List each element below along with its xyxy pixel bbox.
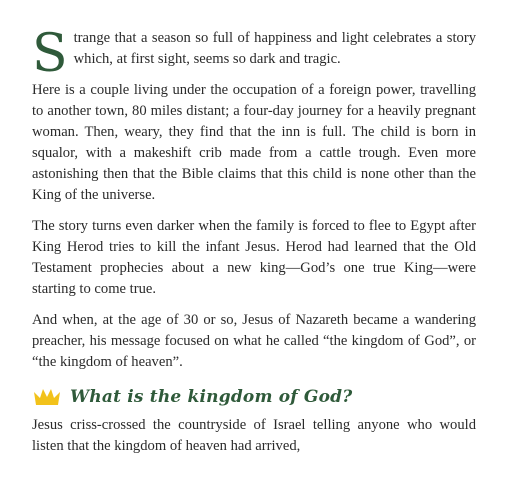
intro-paragraph [32,24,476,84]
body-paragraph-1: Here is a couple living under the occupation of a foreign power, travelling to another town, 80 miles distant; a four-day journey for a heavily pregnant woman. Then, weary, they find that the inn is full. The child is born in squalor, with a makeshift crib made from a cattle trough. Even more astonishing then that the Bible claims that this child is none other than the King of the universe. [32,82,476,203]
body-paragraph-3: And when, at the age of 30 or so, Jesus of Nazareth became a wandering preacher, his message focused on what he called “the kingdom of God”, or “the kingdom of heaven”. [32,312,476,370]
section-paragraph: Jesus criss-crossed the countryside of Israel telling anyone who would listen that the kingdom of heaven had arrived, [32,417,476,454]
section-heading-text: What is the kingdom of God? [70,386,353,407]
drop-cap: S [32,24,68,84]
intro-text: trange that a season so full of happiness and light celebrates a story which, at first sight, seems so dark and tragic. [73,30,476,67]
section-heading [32,383,476,411]
article-page [32,24,476,467]
crown-icon [32,386,62,408]
body-paragraph-2: The story turns even darker when the family is forced to flee to Egypt after King Herod tries to kill the infant Jesus. Herod had learned that the Old Testament prophecies about a new king—God’s one true King—were starting to come true. [32,218,476,297]
